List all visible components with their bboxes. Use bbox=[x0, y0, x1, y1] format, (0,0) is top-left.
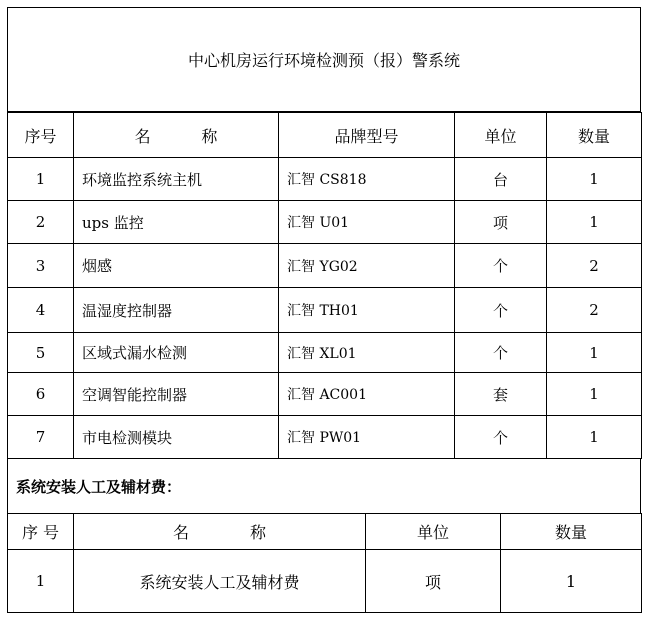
table-row bbox=[8, 373, 642, 416]
row-unit: 套 bbox=[455, 373, 547, 416]
row-qty: 2 bbox=[547, 288, 642, 333]
header-name: 名 称 bbox=[74, 113, 279, 158]
table-row bbox=[8, 288, 642, 333]
row-unit: 个 bbox=[455, 416, 547, 459]
row-qty: 1 bbox=[547, 201, 642, 244]
row-seq: 5 bbox=[8, 333, 74, 373]
header-unit: 单位 bbox=[455, 113, 547, 158]
installation-table bbox=[7, 513, 642, 613]
header-qty: 数量 bbox=[547, 113, 642, 158]
row-seq: 4 bbox=[8, 288, 74, 333]
row-seq: 1 bbox=[8, 158, 74, 201]
row-unit: 个 bbox=[455, 288, 547, 333]
title-text: 中心机房运行环境检测预（报）警系统 bbox=[187, 51, 460, 70]
row-qty: 1 bbox=[501, 550, 642, 613]
table-row bbox=[8, 333, 642, 373]
table-header-row bbox=[8, 514, 642, 550]
row-qty: 1 bbox=[547, 416, 642, 459]
row-model: 汇智 PW01 bbox=[279, 416, 455, 459]
header-qty: 数量 bbox=[501, 514, 642, 550]
row-name: 环境监控系统主机 bbox=[74, 158, 279, 201]
row-name: 空调智能控制器 bbox=[74, 373, 279, 416]
row-model: 汇智 YG02 bbox=[279, 244, 455, 288]
header-model: 品牌型号 bbox=[279, 113, 455, 158]
row-unit: 个 bbox=[455, 333, 547, 373]
row-model: 汇智 AC001 bbox=[279, 373, 455, 416]
header-seq: 序 号 bbox=[8, 514, 74, 550]
header-unit: 单位 bbox=[366, 514, 501, 550]
page-title bbox=[7, 7, 641, 112]
row-model: 汇智 XL01 bbox=[279, 333, 455, 373]
row-qty: 1 bbox=[547, 158, 642, 201]
row-name: 区域式漏水检测 bbox=[74, 333, 279, 373]
row-seq: 3 bbox=[8, 244, 74, 288]
row-unit: 台 bbox=[455, 158, 547, 201]
header-seq: 序号 bbox=[8, 113, 74, 158]
row-name: 市电检测模块 bbox=[74, 416, 279, 459]
table-row bbox=[8, 244, 642, 288]
table-header-row bbox=[8, 113, 642, 158]
row-name: 温湿度控制器 bbox=[74, 288, 279, 333]
table-row bbox=[8, 416, 642, 459]
row-model: 汇智 TH01 bbox=[279, 288, 455, 333]
row-qty: 2 bbox=[547, 244, 642, 288]
section-heading-text: 系统安装人工及辅材费： bbox=[16, 477, 182, 496]
row-unit: 项 bbox=[366, 550, 501, 613]
row-model: 汇智 CS818 bbox=[279, 158, 455, 201]
row-name: 系统安装人工及辅材费 bbox=[74, 550, 366, 613]
row-unit: 项 bbox=[455, 201, 547, 244]
row-model: 汇智 U01 bbox=[279, 201, 455, 244]
header-name: 名 称 bbox=[74, 514, 366, 550]
row-seq: 1 bbox=[8, 550, 74, 613]
row-name: 烟感 bbox=[74, 244, 279, 288]
row-name: ups 监控 bbox=[74, 201, 279, 244]
table-row bbox=[8, 158, 642, 201]
equipment-table bbox=[7, 112, 642, 459]
row-seq: 2 bbox=[8, 201, 74, 244]
row-seq: 6 bbox=[8, 373, 74, 416]
row-unit: 个 bbox=[455, 244, 547, 288]
table-row bbox=[8, 201, 642, 244]
row-qty: 1 bbox=[547, 373, 642, 416]
section-heading-installation bbox=[7, 459, 641, 513]
row-seq: 7 bbox=[8, 416, 74, 459]
row-qty: 1 bbox=[547, 333, 642, 373]
table-row bbox=[8, 550, 642, 613]
